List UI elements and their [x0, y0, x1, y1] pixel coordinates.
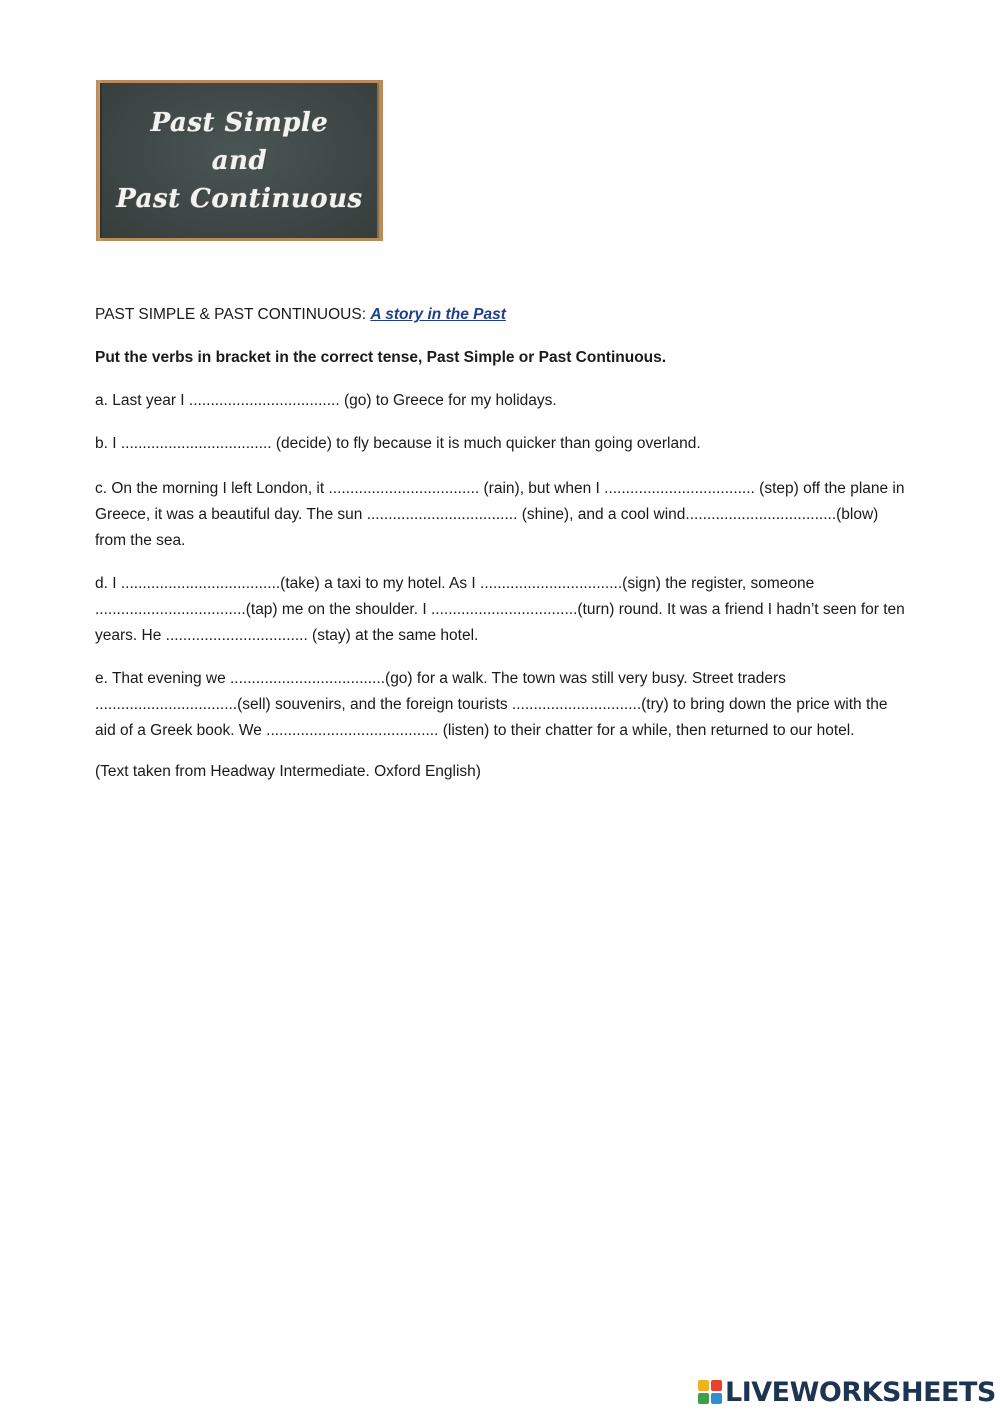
logo-square [711, 1380, 722, 1391]
header-chalkboard-image [96, 80, 383, 241]
exercise-a: a. Last year I ................................... (go) to Greece for my holidays. [95, 392, 557, 409]
logo-squares-icon [698, 1380, 722, 1404]
exercise-e: e. That evening we ....................................(go) for a walk. The town was still very busy. Street traders .................................(sell) souvenirs, and the foreign tourists ..............................(try) to bring down the price with the aid of a Greek book. We ........................................ (listen) to their chatter for a while, then returned to our hotel. [95, 670, 888, 739]
chalkboard-line-1: Past Simple [150, 107, 329, 138]
exercise-c: c. On the morning I left London, it ................................... (rain), but when I ................................... (step) off the plane in Greece, it was a beautiful day. The sun ................................... (shine), and a cool wind...................................(blow) from the sea. [95, 480, 905, 549]
chalkboard-line-3: Past Continuous [116, 183, 363, 214]
instruction-text: Put the verbs in bracket in the correct tense, Past Simple or Past Continuous. [95, 349, 667, 366]
worksheet-title [95, 304, 907, 326]
exercise-b: b. I ................................... (decide) to fly because it is much quicker than going overland. [95, 435, 701, 452]
logo-brand-text: LIVEWORKSHEETS [725, 1376, 996, 1408]
source-credit: (Text taken from Headway Intermediate. Oxford English) [95, 763, 481, 780]
liveworksheets-logo [698, 1377, 996, 1407]
logo-square [698, 1393, 709, 1404]
story-link[interactable]: A story in the Past [370, 306, 506, 323]
chalkboard-line-2: and [211, 145, 268, 176]
logo-square [698, 1380, 709, 1391]
exercise-d: d. I .....................................(take) a taxi to my hotel. As I .................................(sign) the register, someone ...................................(tap) me on the shoulder. I ..................................(turn) round. It was a friend I hadn’t seen for ten years. He ................................. (stay) at the same hotel. [95, 575, 905, 644]
worksheet-content [95, 304, 907, 783]
chalkboard [100, 83, 379, 238]
title-prefix: PAST SIMPLE & PAST CONTINUOUS: [95, 306, 371, 323]
logo-square [711, 1393, 722, 1404]
